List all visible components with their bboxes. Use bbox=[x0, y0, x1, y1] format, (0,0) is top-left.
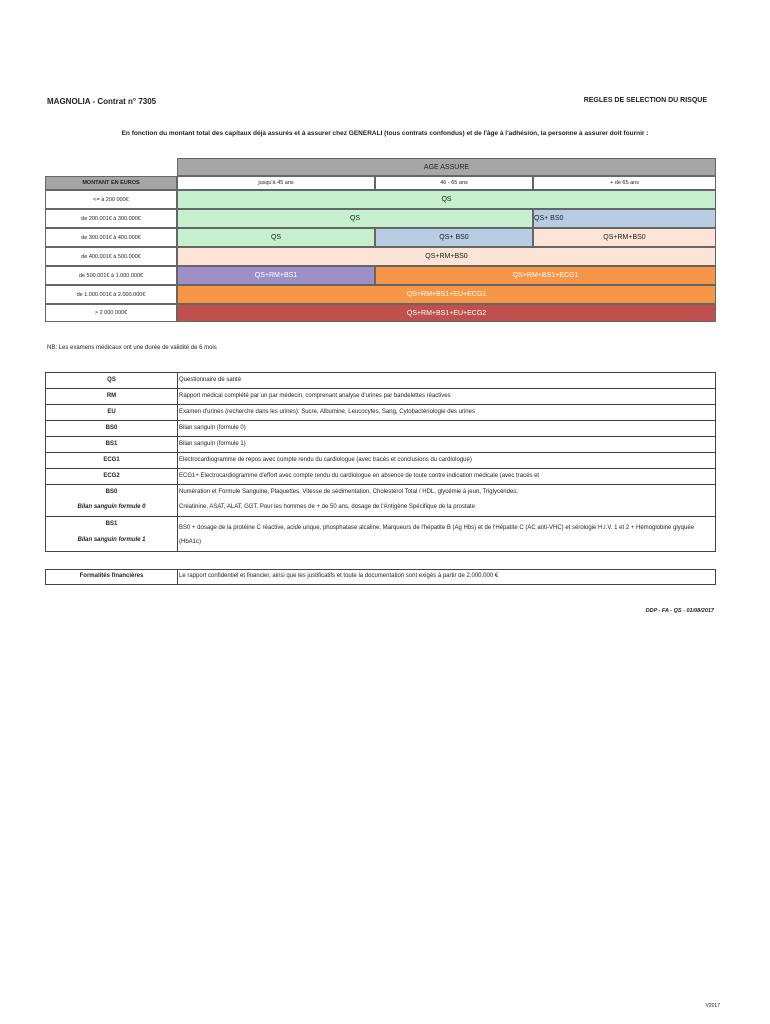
row-7-cell: QS+RM+BS1+EU+ECG2 bbox=[177, 304, 716, 322]
finance-label: Formalités financières bbox=[79, 573, 144, 579]
validity-note: NB: Les examens médicaux ont une durée de validité de 6 mois bbox=[47, 345, 217, 351]
definition-code: QS bbox=[107, 377, 116, 383]
montant-row-3: de 300.001€ à 400.000€ bbox=[45, 228, 177, 247]
definition-text: Questionnaire de santé bbox=[179, 377, 242, 383]
version-label: V2017 bbox=[705, 1003, 720, 1009]
montant-row-4: de 400.001€ à 500.000€ bbox=[45, 247, 177, 266]
row-5-cell-2: QS+RM+BS1+ECG1 bbox=[375, 266, 716, 285]
row-3-cell-3: QS+RM+BS0 bbox=[533, 228, 716, 247]
definition-text: Rapport médical complété par un par médecin, comprenant analyse d'urines par bandelettes réactives bbox=[179, 393, 451, 399]
row-3-cell-2: QS+ BS0 bbox=[375, 228, 533, 247]
row-4-cell: QS+RM+BS0 bbox=[177, 247, 716, 266]
row-2-cell-2 bbox=[533, 209, 716, 228]
age-col-1: jusqu'à 45 ans bbox=[177, 176, 375, 190]
definition-row bbox=[46, 421, 715, 437]
definition-text: Bilan sanguin (formule 0) bbox=[179, 425, 246, 431]
age-header: AGE ASSURE bbox=[177, 158, 716, 176]
age-col-3: + de 65 ans bbox=[533, 176, 716, 190]
definition-text: Examen d'urines (recherche dans les urines): Sucre, Albumine, Leucocytes, Sang, Cytobactériologie des urines bbox=[179, 409, 475, 415]
bs1-code: BS1 bbox=[105, 521, 118, 527]
montant-row-5: de 500.001€ à 1.000.000€ bbox=[45, 266, 177, 285]
bs1-line-1: BS0 + dosage de la protéine C réactive, acide urique, phosphatase alcaline, Marqueurs de l'hépatite B (Ag Hbs) et de l'Hépatite C (AC anti-VHC) et sérologie H.I.V. 1 et 2 + Hémoglobine glyquée bbox=[179, 525, 695, 531]
definition-row bbox=[46, 469, 715, 485]
definition-row bbox=[46, 405, 715, 421]
definition-code: ECG1 bbox=[103, 457, 120, 463]
bs0-code: BS0 bbox=[105, 489, 118, 495]
row-2-cell-2-label: QS+ BS0 bbox=[534, 215, 564, 222]
definition-code: RM bbox=[106, 393, 117, 399]
bs0-line-1: Numération et Formule Sanguine, Plaquettes, Vitesse de sédimentation, Cholestérol Total / HDL, glycémie à jeun, Triglycérides, bbox=[179, 489, 518, 495]
montant-row-2: de 200.001€ à 300.000€ bbox=[45, 209, 177, 228]
bs0-row bbox=[46, 485, 715, 517]
bs0-subtitle: Bilan sanguin formule 0 bbox=[77, 504, 146, 510]
definition-text: Electrocardiogramme de repos avec compte rendu du cardiologue (avec tracés et conclusions du cardiologue) bbox=[179, 457, 472, 463]
bs1-row bbox=[46, 517, 715, 551]
definition-row bbox=[46, 373, 715, 389]
definition-code: BS1 bbox=[105, 441, 118, 447]
row-3-cell-1: QS bbox=[177, 228, 375, 247]
definition-text: ECG1+ Electrocardiogramme d'effort avec compte rendu du cardiologue en absence de toute contre indication médicale (avec tracés et bbox=[179, 473, 540, 479]
document-title: REGLES DE SELECTION DU RISQUE bbox=[583, 97, 707, 104]
finance-row bbox=[45, 569, 716, 585]
definition-code: EU bbox=[107, 409, 116, 415]
montant-row-7: > 2 000 000€ bbox=[45, 304, 177, 322]
definition-code: BS0 bbox=[105, 425, 118, 431]
age-col-2: 46 - 65 ans bbox=[375, 176, 533, 190]
bs0-line-2: Créatinine, ASAT, ALAT, GGT. Pour les hommes de + de 50 ans, dosage de l'Antigène Spécifique de la prostate bbox=[179, 504, 475, 510]
finance-text: Le rapport confidentiel et financier, ainsi que les justificatifs et toute la documentation sont exigés à partir de 2.000.000 € bbox=[179, 573, 499, 579]
definitions-table bbox=[45, 372, 716, 552]
montant-row-1: <= à 200 000€ bbox=[45, 190, 177, 209]
risk-selection-table bbox=[45, 158, 716, 322]
definition-row bbox=[46, 389, 715, 405]
definition-row bbox=[46, 437, 715, 453]
row-5-cell-1: QS+RM+BS1 bbox=[177, 266, 375, 285]
montant-row-6: de 1.000.001€ à 2.000.000€ bbox=[45, 285, 177, 304]
bs1-line-2: (HbA1c) bbox=[179, 539, 202, 545]
definition-text: Bilan sanguin (formule 1) bbox=[179, 441, 246, 447]
footer-reference: DDP - FA - QS - 01/08/2017 bbox=[645, 608, 714, 614]
row-6-cell: QS+RM+BS1+EU+ECG1 bbox=[177, 285, 716, 304]
row-1-cell: QS bbox=[177, 190, 716, 209]
row-2-cell-1: QS bbox=[177, 209, 533, 228]
finance-divider bbox=[177, 570, 178, 584]
definition-code: ECG2 bbox=[103, 473, 120, 479]
contract-title: MAGNOLIA - Contrat n° 7305 bbox=[47, 97, 157, 106]
bs1-subtitle: Bilan sanguin formule 1 bbox=[77, 537, 146, 543]
montant-header: MONTANT EN EUROS bbox=[45, 176, 177, 190]
definition-row bbox=[46, 453, 715, 469]
intro-text: En fonction du montant total des capitaux déjà assurés et à assurer chez GENERALI (tous contrats confondus) et de l'âge à l'adhésion, la personne à assurer doit fournir : bbox=[121, 130, 649, 137]
